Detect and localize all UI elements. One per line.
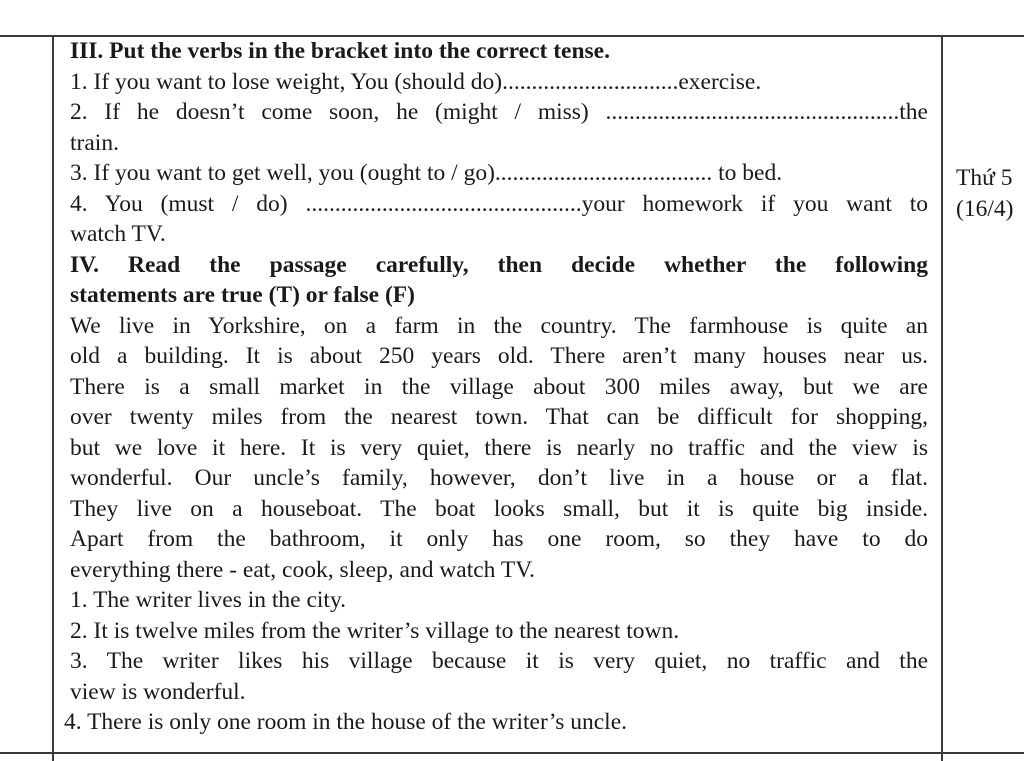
question-3-4-continued: watch TV.: [70, 221, 166, 247]
passage-line: old a building. It is about 250 years old. There aren’t many houses near us.: [70, 343, 928, 369]
statement-2: 2. It is twelve miles from the writer’s village to the nearest town.: [70, 617, 680, 644]
question-3-4: 4. You (must / do) ...............................................your homework if you want to: [70, 190, 928, 217]
section-4-heading-line-1: IV. Read the passage carefully, then decide whether the following: [70, 251, 928, 278]
question-3-2: 2. If he doesn’t come soon, he (might / miss) ..................................................the: [70, 99, 928, 125]
passage-line: wonderful. Our uncle’s family, however, don’t live in a house or a flat.: [70, 465, 928, 491]
day-label: Thứ 5: [956, 165, 1013, 191]
answer-blank[interactable]: ..................................................: [605, 99, 900, 125]
section-4-heading-line-2: statements are true (T) or false (F): [70, 282, 415, 308]
passage-line: over twenty miles from the nearest town. That can be difficult for shopping,: [70, 404, 928, 430]
statement-1: 1. The writer lives in the city.: [70, 587, 347, 613]
table-row-border: [0, 752, 1024, 754]
question-3-2-continued: train.: [70, 129, 119, 156]
exercise-content: [64, 36, 928, 738]
section-3-heading: III. Put the verbs in the bracket into the correct tense.: [70, 38, 610, 64]
table-column-border-right: [941, 36, 943, 761]
answer-blank[interactable]: .....................................: [494, 160, 713, 186]
date-cell: [956, 163, 1013, 224]
question-3-3: 3. If you want to get well, you (ought to / go)..................................... to bed.: [70, 160, 783, 186]
date-label: (16/4): [956, 195, 1014, 222]
statement-3-continued: view is wonderful.: [70, 678, 246, 705]
question-3-1: 1. If you want to lose weight, You (should do)..............................exercise.: [70, 68, 762, 95]
answer-blank[interactable]: ...............................................: [305, 190, 582, 217]
passage-line: Apart from the bathroom, it only has one room, so they have to do: [70, 526, 928, 552]
passage-line: We live in Yorkshire, on a farm in the country. The farmhouse is quite an: [70, 312, 928, 339]
passage-line: but we love it here. It is very quiet, there is nearly no traffic and the view is: [70, 434, 928, 461]
statement-4: 4. There is only one room in the house of the writer’s uncle.: [64, 709, 628, 735]
passage-line: There is a small market in the village about 300 miles away, but we are: [70, 373, 928, 400]
statement-3: 3. The writer likes his village because it is very quiet, no traffic and the: [70, 648, 928, 674]
table-column-border-left: [52, 36, 54, 761]
passage-line: everything there - eat, cook, sleep, and watch TV.: [70, 556, 536, 583]
passage-line: They live on a houseboat. The boat looks small, but it is quite big inside.: [70, 495, 928, 522]
answer-blank[interactable]: ..............................: [502, 68, 679, 95]
